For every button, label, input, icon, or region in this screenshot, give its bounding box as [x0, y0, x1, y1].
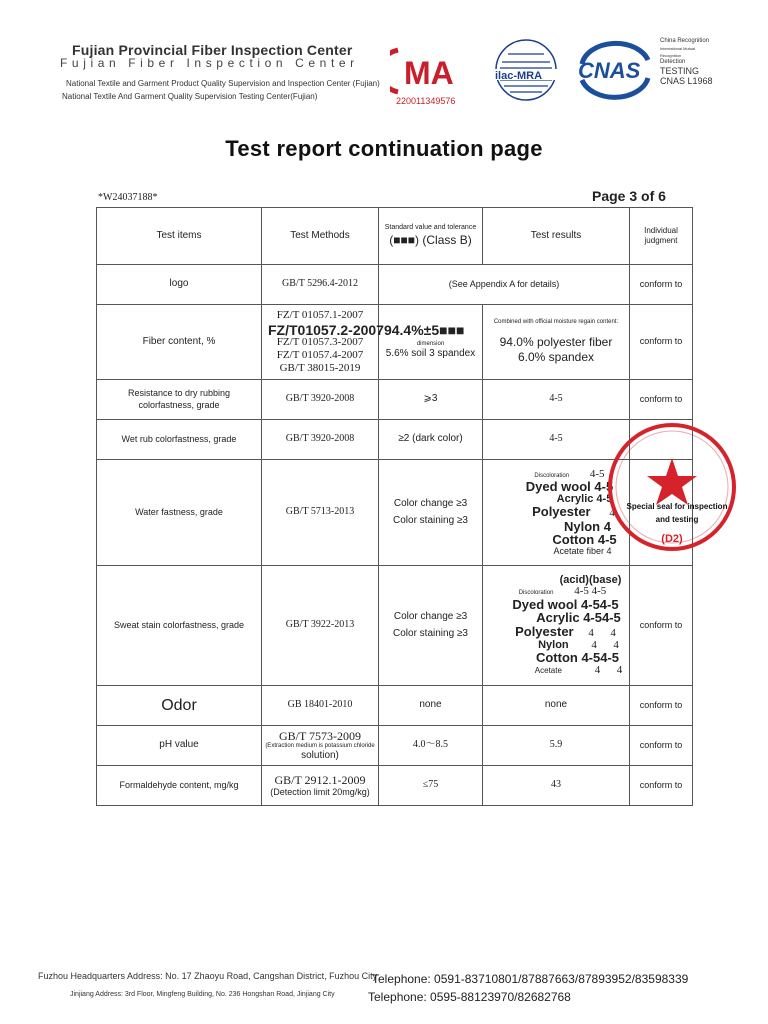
water-acrylic: Acrylic 4-5: [556, 492, 613, 505]
header-row: [97, 208, 693, 265]
fiber-method-3: FZ/T 01057.4-2007: [276, 349, 364, 361]
cnas-line-5: TESTING: [660, 66, 700, 76]
ph-method-sub: (Extraction medium is potassium chloride: [265, 743, 375, 750]
formal-result: 43: [483, 766, 630, 806]
table-row: [97, 460, 693, 566]
sweat-nylon: Nylon: [538, 638, 569, 651]
inspection-seal: [605, 420, 739, 554]
h-std-small: Standard value and tolerance: [384, 224, 477, 232]
fiber-item: Fiber content, %: [97, 305, 262, 380]
ph-result: 5.9: [483, 726, 630, 766]
footer-jinjiang-address: Jinjiang Address: 3rd Floor, Mingfeng Building, No. 236 Hongshan Road, Jinjiang City: [70, 991, 335, 998]
logo-result: (See Appendix A for details): [379, 265, 630, 305]
cnas-line-1: China Recognition: [660, 38, 710, 44]
water-std: [379, 460, 483, 566]
fiber-standard: [379, 305, 483, 380]
formal-method-name: GB/T 2912.1-2009: [274, 772, 366, 787]
sweat-method: GB/T 3922-2013: [262, 566, 379, 686]
ilac-mra-logo: [488, 38, 564, 102]
sweat-results: [483, 566, 630, 686]
fiber-std-small: dimension: [416, 340, 445, 347]
h-items: Test items: [97, 208, 262, 265]
formal-method: [262, 766, 379, 806]
footer-telephone-1: Telephone: 0591-83710801/87887663/87893952/83598339: [372, 972, 689, 986]
h-standard: [379, 208, 483, 265]
sweat-polyester-v: 4 4: [588, 627, 616, 640]
water-cotton: Cotton 4-5: [552, 532, 617, 548]
ph-method-name: GB/T 7573-2009: [278, 729, 362, 744]
sweat-discolor: Discoloration: [518, 590, 554, 597]
sweat-acetate-v: 4 4: [594, 663, 623, 676]
sweat-std-1: Color change ≥3: [393, 611, 468, 622]
cnas-text: CNAS: [578, 58, 641, 83]
seal-caption: Special seal for inspection and testing: [626, 502, 728, 524]
sweat-item: Sweat stain colorfastness, grade: [97, 566, 262, 686]
fiber-method-4: GB/T 38015-2019: [279, 362, 361, 375]
cnas-recognition: [660, 38, 713, 86]
seal-star-icon: [647, 458, 697, 505]
sweat-acid-base: (acid)(base): [559, 573, 622, 586]
org-name-en: Fujian Fiber Inspection Center: [60, 56, 359, 70]
h-std-class: (■■■) (Class B): [389, 232, 472, 247]
water-std-2: Color staining ≥3: [393, 514, 468, 526]
sweat-nylon-v: 4 4: [591, 638, 619, 651]
water-dyed-wool: Dyed wool 4-5: [525, 479, 614, 495]
sweat-cotton: Cotton 4-54-5: [535, 650, 620, 666]
table-row: [97, 726, 693, 766]
org-subtitle-1: National Textile and Garment Product Quality Supervision and Inspection Center (Fujian): [66, 79, 380, 88]
page-number: Page 3 of 6: [592, 188, 666, 204]
ph-method: [262, 726, 379, 766]
sweat-discolor-v: 4-5 4-5: [574, 585, 607, 598]
table-row: [97, 265, 693, 305]
svg-text:(D2): (D2): [661, 533, 683, 545]
water-std-1: Color change ≥3: [393, 498, 468, 509]
fiber-judge: conform to: [630, 305, 693, 380]
fiber-std: 5.6% soil 3 spandex: [385, 348, 476, 359]
h-judgment: Individual judgment: [630, 208, 693, 265]
page-title: Test report continuation page: [225, 136, 543, 161]
cma-text: MA: [404, 55, 454, 91]
logo-method: GB/T 5296.4-2012: [262, 265, 379, 305]
ph-judge: conform to: [630, 726, 693, 766]
odor-result: none: [483, 686, 630, 726]
dry-result: 4-5: [483, 380, 630, 420]
water-item: Water fastness, grade: [97, 460, 262, 566]
ph-item: pH value: [97, 726, 262, 766]
h-results: Test results: [483, 208, 630, 265]
fiber-res-small: Combined with official moisture regain content:: [493, 319, 619, 326]
formal-item: Formaldehyde content, mg/kg: [97, 766, 262, 806]
water-polyester: Polyester: [532, 504, 591, 520]
odor-std: none: [379, 686, 483, 726]
wet-method: GB/T 3920-2008: [262, 420, 379, 460]
table-row: [97, 566, 693, 686]
water-nylon: Nylon 4: [564, 518, 611, 534]
fiber-result: [483, 305, 630, 380]
fiber-method-1: FZ/T 01057.1-2007: [276, 308, 364, 321]
fiber-res-1: 94.0% polyester fiber: [499, 334, 613, 349]
wet-result: 4-5: [483, 420, 630, 460]
report-number: *W24037188*: [98, 192, 158, 203]
table-row: [97, 380, 693, 420]
dry-item: Resistance to dry rubbing colorfastness, grade: [97, 380, 262, 420]
footer-telephone-2: Telephone: 0595-88123970/82682768: [368, 990, 571, 1004]
cma-number: 220011349576: [396, 96, 456, 106]
org-name: Fujian Provincial Fiber Inspection Center: [72, 42, 353, 58]
dry-std: ⩾3: [379, 380, 483, 420]
fiber-method-2: FZ/T 01057.3-2007: [276, 335, 364, 348]
odor-method: GB 18401-2010: [262, 686, 379, 726]
water-discolor-v: 4-5: [589, 467, 605, 480]
odor-item: Odor: [97, 686, 262, 726]
report-table: [96, 207, 693, 806]
ilac-text: ilac-MRA: [495, 70, 543, 82]
sweat-dyed-wool: Dyed wool 4-54-5: [512, 596, 619, 612]
fiber-res-2: 6.0% spandex: [517, 349, 595, 364]
ph-std: 4.0～8.5: [379, 726, 483, 766]
logo-judge: conform to: [630, 265, 693, 305]
cnas-line-4: Detection: [660, 59, 686, 65]
water-method: GB/T 5713-2013: [262, 460, 379, 566]
odor-judge: conform to: [630, 686, 693, 726]
table-row: [97, 766, 693, 806]
sweat-judge: conform to: [630, 566, 693, 686]
sweat-std: [379, 566, 483, 686]
org-subtitle-2: National Textile And Garment Quality Supervision Testing Center(Fujian): [62, 92, 318, 101]
cma-logo: [390, 44, 480, 106]
fiber-methods: [262, 305, 379, 380]
sweat-std-2: Color staining ≥3: [393, 627, 468, 639]
fiber-overlay-text: FZ/T01057.2-200794.4%±5■■■: [268, 322, 465, 338]
formal-std: ≤75: [379, 766, 483, 806]
formal-judge: conform to: [630, 766, 693, 806]
table-row: [97, 305, 693, 380]
formal-method-sub: (Detection limit 20mg/kg): [270, 787, 370, 798]
sweat-polyester: Polyester: [515, 624, 574, 640]
sweat-acetate: Acetate: [534, 665, 562, 675]
water-discolor: Discoloration: [534, 472, 570, 479]
table-row: [97, 686, 693, 726]
cnas-line-2: International Mutual: [660, 46, 696, 51]
cnas-logo: [574, 38, 656, 102]
dry-judge: conform to: [630, 380, 693, 420]
cnas-line-3: Recognition: [660, 53, 682, 58]
water-acetate: Acetate fiber 4: [553, 546, 612, 557]
cnas-line-6: CNAS L1968: [660, 76, 713, 86]
h-methods: Test Methods: [262, 208, 379, 265]
water-polyester-v: 4: [609, 507, 615, 520]
ph-method-sub2: solution): [301, 749, 339, 761]
wet-item: Wet rub colorfastness, grade: [97, 420, 262, 460]
logo-item: logo: [97, 265, 262, 305]
sweat-acrylic: Acrylic 4-54-5: [536, 610, 621, 626]
footer-hq-address: Fuzhou Headquarters Address: No. 17 Zhaoyu Road, Cangshan District, Fuzhou City: [38, 971, 378, 981]
dry-method: GB/T 3920-2008: [262, 380, 379, 420]
table-row: [97, 420, 693, 460]
wet-std: ≥2 (dark color): [379, 420, 483, 460]
